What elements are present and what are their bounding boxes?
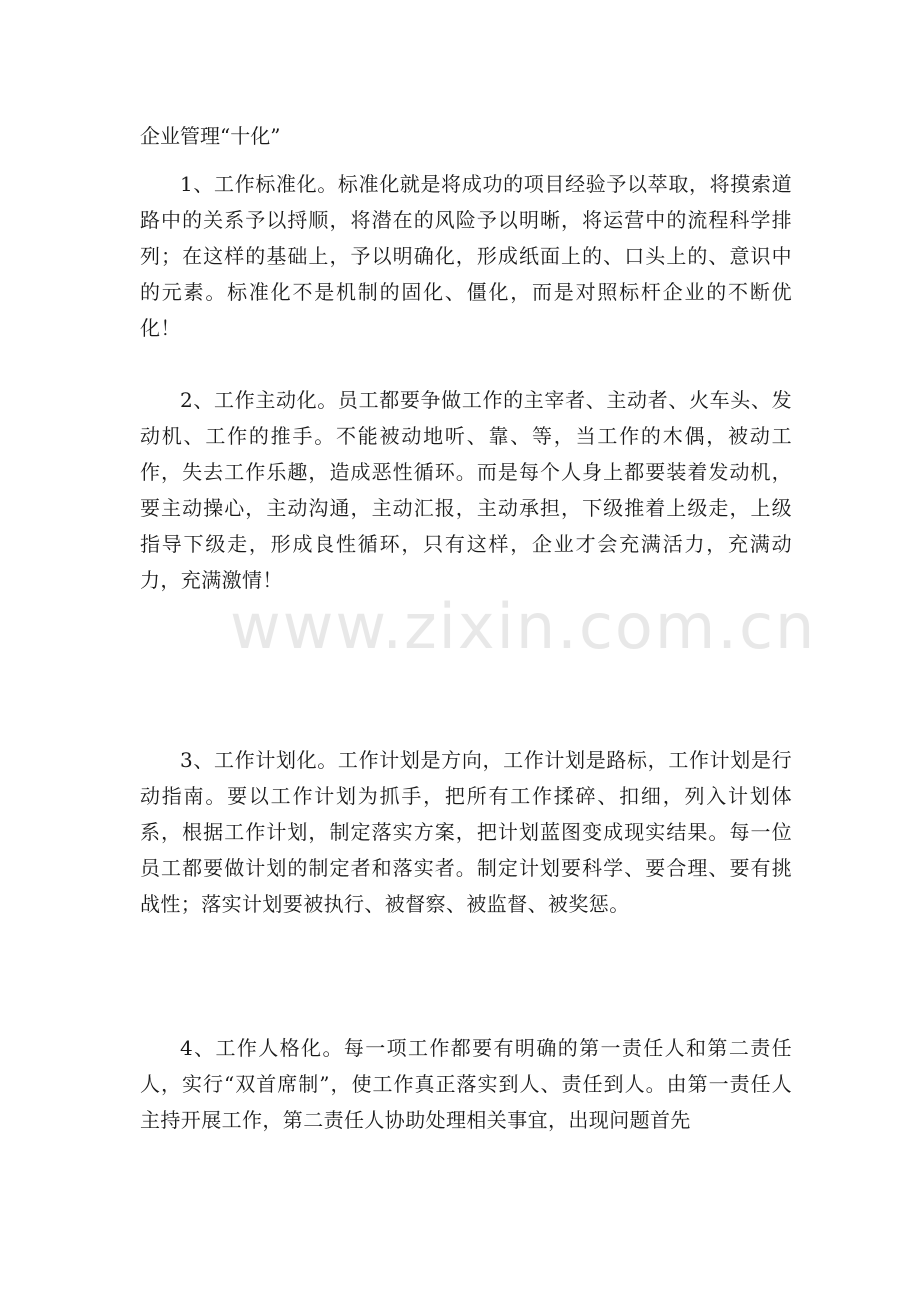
paragraph-planning: 3、工作计划化。工作计划是方向，工作计划是路标，工作计划是行动指南。要以工作计划为抓手，把所有工作揉碎、扣细，列入计划体系，根据工作计划，制定落实方案，把计划蓝图变成现实结果。每一位员工都要做计划的制定者和落实者。制定计划要科学、要合理、要有挑战性；落实计划要被执行、被督察、被监督、被奖惩。: [140, 748, 792, 916]
paragraph-initiative: 2、工作主动化。员工都要争做工作的主宰者、主动者、火车头、发动机、工作的推手。不能被动地听、靠、等，当工作的木偶，被动工作，失去工作乐趣，造成恶性循环。而是每个人身上都要装着发动机，要主动操心，主动沟通，主动汇报，主动承担，下级推着上级走，上级指导下级走，形成良性循环，只有这样，企业才会充满活力，充满动力，充满激情！: [140, 388, 792, 592]
paragraph-standardization: 1、工作标准化。标准化就是将成功的项目经验予以萃取，将摸索道路中的关系予以捋顺，将潜在的风险予以明晰，将运营中的流程科学排列；在这样的基础上，予以明确化，形成纸面上的、口头上的、意识中的元素。标准化不是机制的固化、僵化，而是对照标杆企业的不断优化！: [140, 172, 792, 340]
paragraph-personalization: 4、工作人格化。每一项工作都要有明确的第一责任人和第二责任人，实行“双首席制”，使工作真正落实到人、责任到人。由第一责任人主持开展工作，第二责任人协助处理相关事宜，出现问题首先: [140, 1036, 792, 1132]
document-title: 企业管理“十化”: [140, 124, 281, 148]
watermark: www.zixin.com.cn: [230, 590, 817, 663]
